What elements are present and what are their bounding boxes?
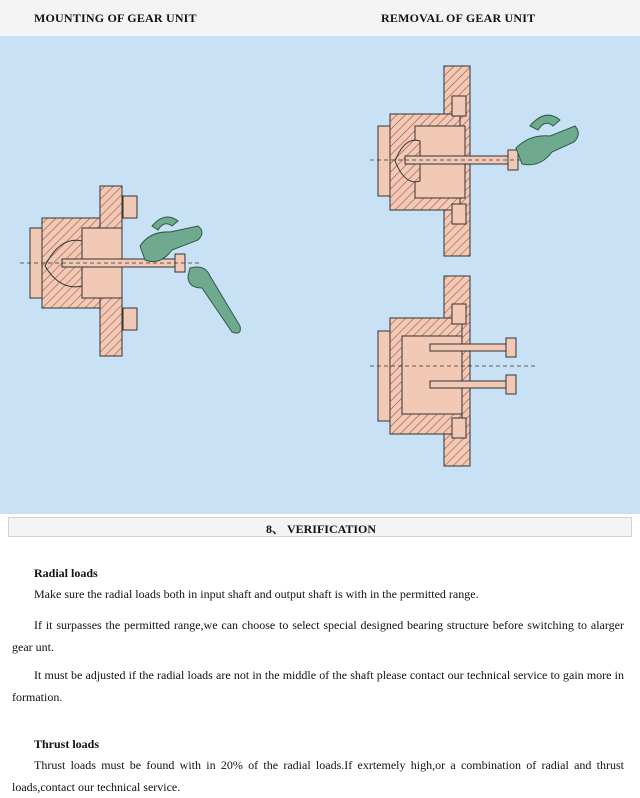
radial-text-2: If it surpasses the permitted range,we can choose to select special designed bearing structure before switching to alarger gear unt. bbox=[12, 618, 624, 654]
thrust-paragraph-1 bbox=[12, 754, 624, 798]
radial-text-1: Make sure the radial loads both in input shaft and output shaft is with in the permitted range. bbox=[34, 587, 479, 601]
radial-text-3: It must be adjusted if the radial loads are not in the middle of the shaft please contact our technical service to gain more in formation. bbox=[12, 668, 624, 704]
removal-assembly-top bbox=[370, 66, 578, 256]
radial-loads-heading: Radial loads bbox=[34, 566, 98, 580]
mounting-assembly bbox=[20, 186, 240, 356]
thrust-loads-heading: Thrust loads bbox=[34, 737, 100, 751]
page-header bbox=[0, 0, 640, 37]
thrust-text-1: Thrust loads must be found with in 20% of the radial loads.If exrtemely high,or a combination of radial and thrust loads,contact our technical service. bbox=[12, 758, 624, 794]
radial-paragraph-2 bbox=[12, 614, 624, 658]
section-title: 8、 VERIFICATION bbox=[265, 522, 377, 536]
removal-assembly-bottom bbox=[370, 276, 535, 466]
mounting-removal-illustration bbox=[0, 36, 640, 514]
radial-paragraph-3 bbox=[12, 664, 624, 708]
gear-unit-diagram bbox=[0, 36, 640, 514]
removal-title: REMOVAL OF GEAR UNIT bbox=[381, 11, 536, 25]
mounting-title: MOUNTING OF GEAR UNIT bbox=[34, 11, 197, 25]
radial-paragraph-1 bbox=[12, 583, 624, 605]
verification-section-bar bbox=[8, 517, 632, 537]
